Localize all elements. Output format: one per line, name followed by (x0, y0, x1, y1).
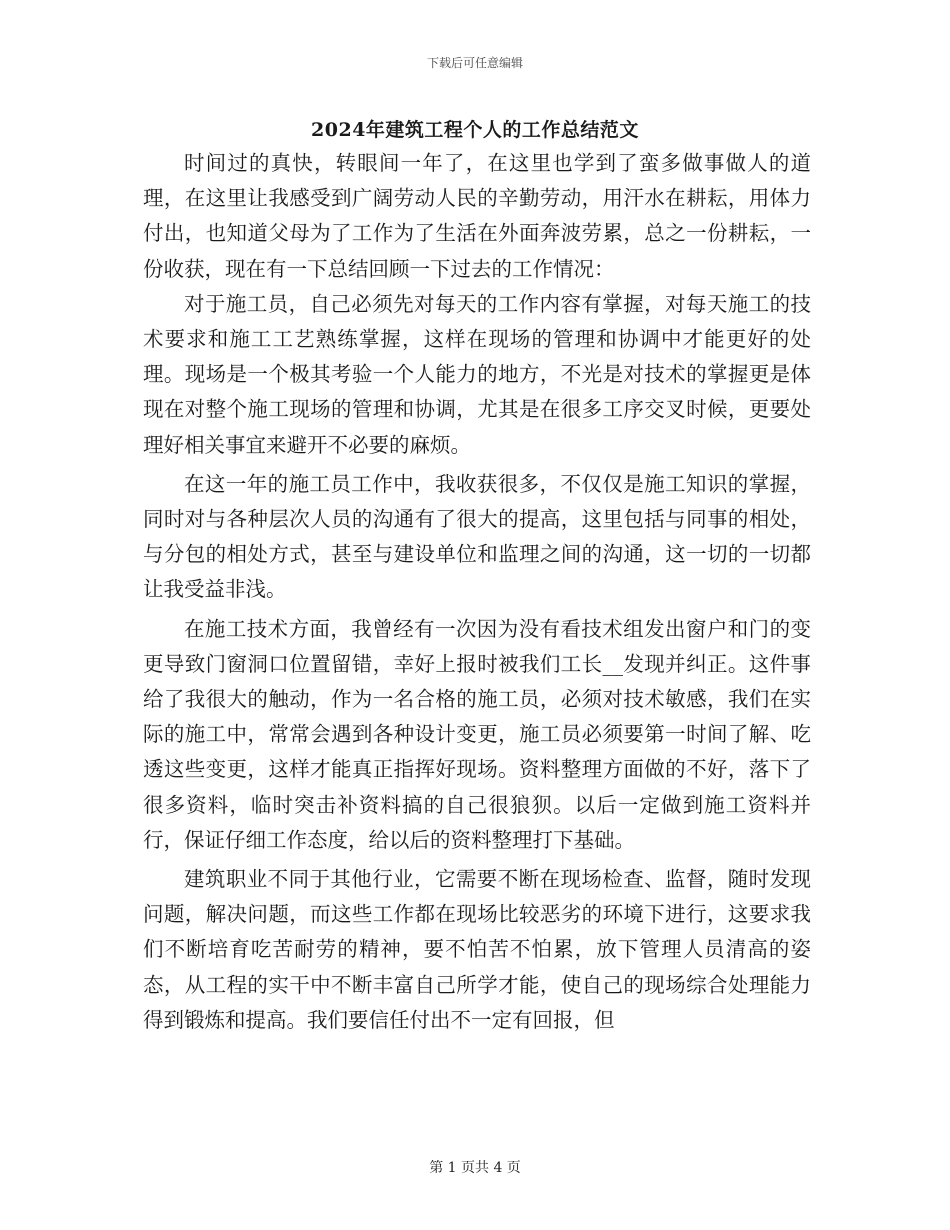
page-header: 下载后可任意编辑 (426, 56, 523, 70)
document-title: 2024年建筑工程个人的工作总结范文 (311, 119, 639, 141)
document-body (143, 146, 811, 1038)
page-number: 第 1 页共 4 页 (429, 1160, 521, 1176)
paragraph: 时间过的真快，转眼间一年了，在这里也学到了蛮多做事做人的道理，在这里让我感受到广阔劳动人民的辛勤劳动，用汗水在耕耘，用体力付出，也知道父母为了工作为了生活在外面奔波劳累，总之一份耕耘，一份收获，现在有一下总结回顾一下过去的工作情况： (143, 151, 811, 281)
paragraph: 在施工技术方面，我曾经有一次因为没有看技术组发出窗户和门的变更导致门窗洞口位置留错，幸好上报时被我们工长__发现并纠正。这件事给了我很大的触动，作为一名合格的施工员，必须对技术敏感，我们在实际的施工中，常常会遇到各种设计变更，施工员必须要第一时间了解、吃透这些变更，这样才能真正指挥好现场。资料整理方面做的不好，落下了很多资料，临时突击补资料搞的自己很狼狈。以后一定做到施工资料并行，保证仔细工作态度，给以后的资料整理打下基础。 (143, 616, 811, 852)
paragraph: 在这一年的施工员工作中，我收获很多，不仅仅是施工知识的掌握，同时对与各种层次人员的沟通有了很大的提高，这里包括与同事的相处，与分包的相处方式，甚至与建设单位和监理之间的沟通，这一切的一切都让我受益非浅。 (143, 471, 811, 602)
paragraph: 对于施工员，自己必须先对每天的工作内容有掌握，对每天施工的技术要求和施工工艺熟练掌握，这样在现场的管理和协调中才能更好的处理。现场是一个极其考验一个人能力的地方，不光是对技术的掌握更是体现在对整个施工现场的管理和协调，尤其是在很多工序交叉时候，更要处理好相关事宜来避开不必要的麻烦。 (143, 291, 811, 457)
paragraph: 建筑职业不同于其他行业，它需要不断在现场检查、监督，随时发现问题，解决问题，而这些工作都在现场比较恶劣的环境下进行，这要求我们不断培育吃苦耐劳的精神，要不怕苦不怕累，放下管理人员清高的姿态，从工程的实干中不断丰富自己所学才能，使自己的现场综合处理能力得到锻炼和提高。我们要信任付出不一定有回报，但 (143, 867, 811, 1032)
